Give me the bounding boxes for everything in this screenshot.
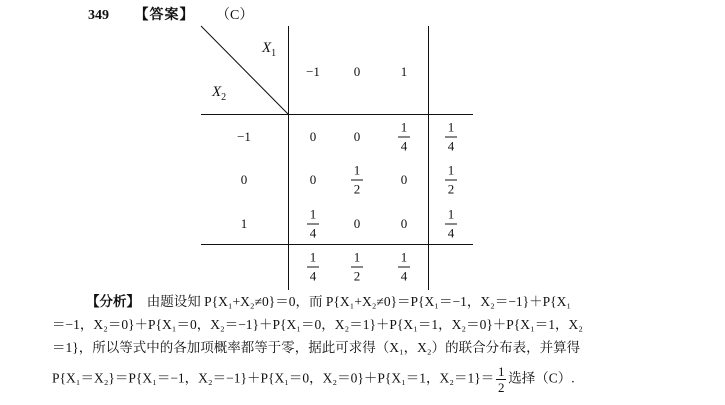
row-marginal: 1 2 [445, 164, 457, 197]
table-hline-2 [201, 244, 473, 245]
col-marginal: 1 2 [351, 251, 363, 284]
table-cell: 0 [353, 129, 361, 144]
answer-tag: 【答案】 [134, 8, 195, 23]
table-cell: 1 2 [351, 164, 363, 197]
row-header: −1 [237, 129, 251, 144]
col-marginal: 1 4 [307, 251, 319, 284]
analysis-section [52, 290, 672, 394]
table-vline-2 [428, 26, 429, 290]
table-cell: 0 [309, 172, 317, 187]
row-header: 1 [240, 216, 248, 231]
analysis-line-2: ＝−1，X₂＝0}＋P{X₁＝0，X₂＝−1}＋P{X₁＝0，X₂＝1}＋P{X₁＝1，X₂＝0}＋P{X₁＝1，X₂ [52, 317, 583, 332]
table-hline-1 [201, 114, 473, 115]
problem-number: 349 [88, 8, 109, 23]
row-header: 0 [240, 172, 248, 187]
analysis-line-4: P{X₁＝X₂}＝P{X₁＝−1，X₂＝−1}＋P{X₁＝0，X₂＝0}＋P{X₁＝1，X₂＝1}＝ $\frac{1}{2}$ 选择（C）. [52, 364, 575, 395]
row-variable-label: $X_1$ [262, 40, 277, 59]
col-marginal: 1 4 [398, 251, 410, 284]
analysis-label: 【分析】 [86, 294, 134, 309]
table-cell: 0 [400, 216, 408, 231]
col-header: 1 [400, 64, 408, 79]
col-variable-label: $X_2$ [212, 84, 227, 103]
table-cell: 0 [400, 172, 408, 187]
row-marginal: 1 4 [445, 208, 457, 241]
table-cell: 1 4 [398, 121, 410, 154]
analysis-line-1: 【分析】 由题设知 P{X₁+X₂≠0}＝0，而 P{X₁+X₂≠0}＝P{X₁＝−1，X₂＝−1}＋P{X₁ [86, 294, 572, 309]
result-fraction: $\frac{1}{2}$ [498, 364, 505, 395]
table-cell: 0 [309, 129, 317, 144]
table-cell: 0 [353, 216, 361, 231]
col-header: 0 [353, 64, 361, 79]
answer-choice: （C） [216, 8, 254, 23]
analysis-line-3: ＝1}，所以等式中的各加项概率都等于零，据此可求得（X₁，X₂）的联合分布表，并算得 [52, 340, 581, 355]
table-vline-1 [288, 26, 289, 290]
table-cell: 1 4 [307, 208, 319, 241]
row-marginal: 1 4 [445, 121, 457, 154]
col-header: −1 [306, 64, 320, 79]
